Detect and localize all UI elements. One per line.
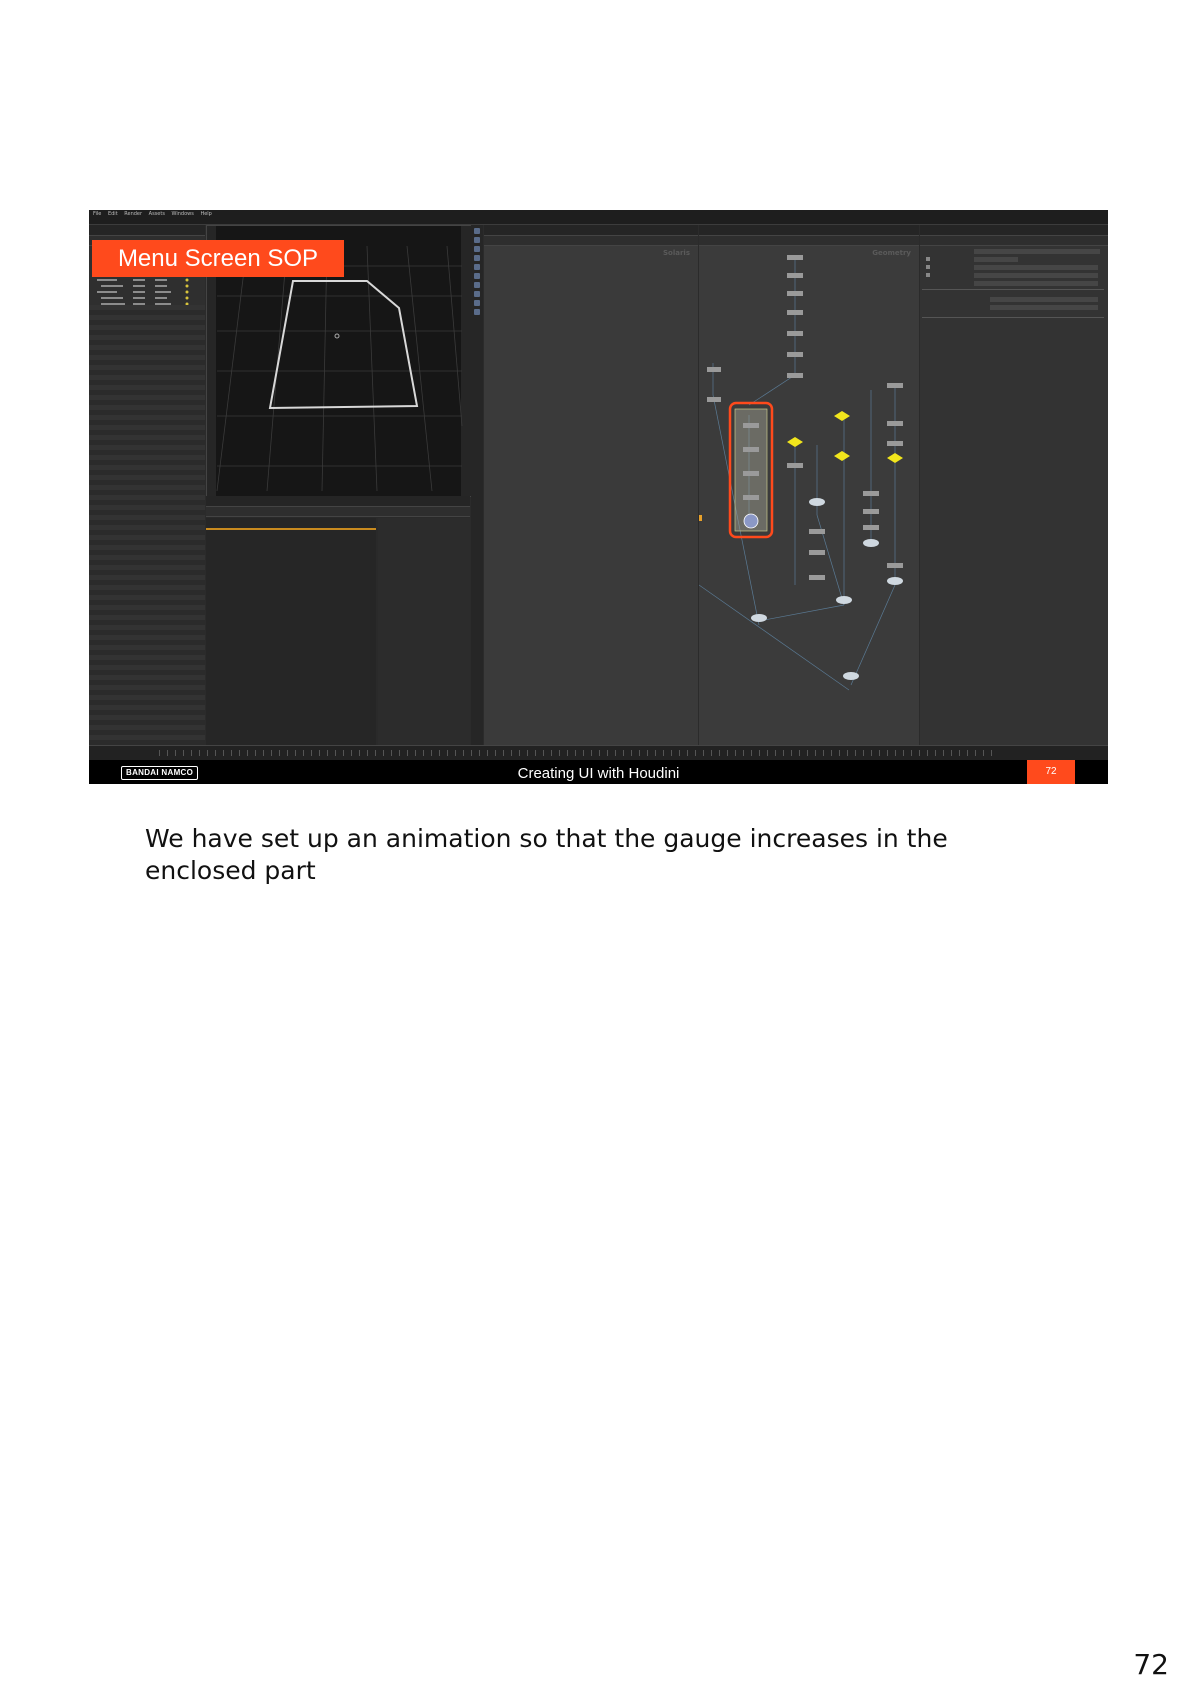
shelf-tool-column [471,225,483,745]
slide-label: Menu Screen SOP [92,240,344,277]
outliner-rows [89,305,205,745]
spreadsheet-toolbar [206,507,470,517]
spreadsheet-table [206,518,376,745]
tool-icon[interactable] [474,264,480,270]
page-number: 72 [1133,1648,1169,1681]
houdini-menu-bar [89,210,1108,225]
tool-icon[interactable] [474,300,480,306]
tool-icon[interactable] [474,273,480,279]
scene-outliner-pane [89,225,205,745]
menu-items [93,211,217,217]
mid-pane-tabs [484,225,698,236]
outliner-header [89,225,205,236]
menu-render[interactable]: Render [124,211,143,217]
parameter-pane [920,225,1108,745]
net-pane-label: Geometry [872,249,911,257]
slide-page-badge: 72 [1027,760,1075,784]
tool-icon[interactable] [474,255,480,261]
menu-file[interactable]: File [93,211,102,217]
slide-screenshot [89,210,1108,784]
parameter-fields [920,245,1108,365]
timeline-bar[interactable] [89,745,1108,760]
tool-icon[interactable] [474,246,480,252]
node-graph [699,245,919,745]
selected-row-line [206,528,376,530]
menu-windows[interactable]: Windows [171,211,194,217]
footer-title: Creating UI with Houdini [517,765,680,782]
tool-icon[interactable] [474,237,480,243]
network-pane-geometry[interactable] [699,225,919,745]
menu-help[interactable]: Help [200,211,212,217]
bandai-namco-logo: BANDAI NAMCO [121,766,198,780]
timeline-ticks [159,750,998,756]
params-tabs [920,225,1108,236]
net-pane-tabs [699,225,919,236]
spreadsheet-pane [206,496,470,745]
slide-caption: We have set up an animation so that the gauge increases in the enclosed part [145,824,948,885]
menu-edit[interactable]: Edit [107,211,118,217]
mid-pane-toolbar [484,236,698,246]
mid-pane-label: Solaris [663,249,690,257]
network-pane-solaris[interactable] [484,225,698,745]
spreadsheet-tabs [206,496,470,507]
tool-icon[interactable] [474,309,480,315]
tool-icon[interactable] [474,282,480,288]
tool-icon[interactable] [474,228,480,234]
spreadsheet-detail [378,518,470,745]
slide-footer [89,760,1108,784]
tool-icon[interactable] [474,291,480,297]
menu-assets[interactable]: Assets [148,211,165,217]
